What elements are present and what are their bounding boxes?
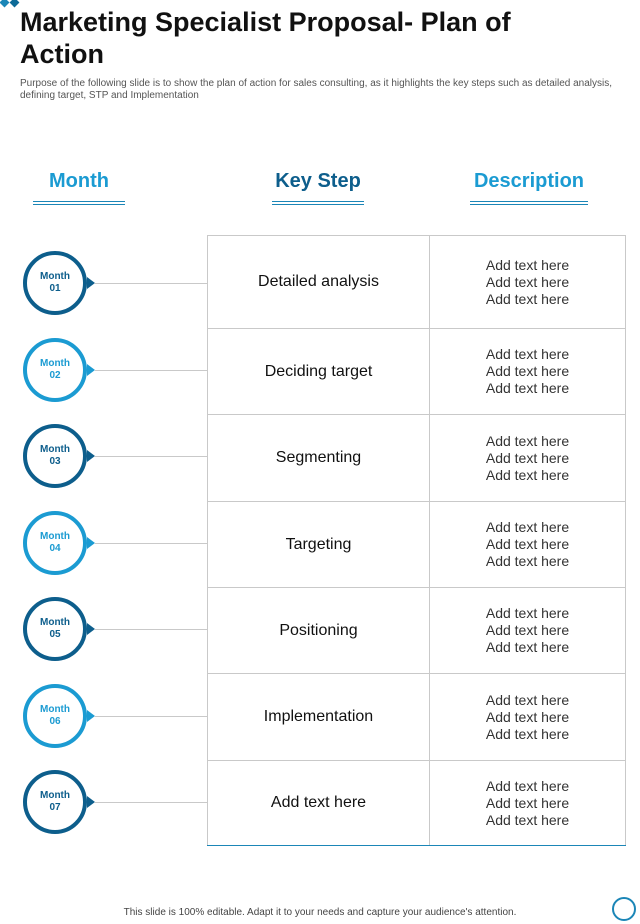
description-line: Add text here <box>485 466 570 483</box>
corner-circle-decoration <box>612 897 636 921</box>
description-cell <box>430 415 625 501</box>
description-header-underline <box>470 201 588 205</box>
description-line: Add text here <box>485 432 570 449</box>
description-cell <box>430 674 625 760</box>
description-line: Add text here <box>485 449 570 466</box>
description-column-header <box>470 170 588 205</box>
plan-table <box>207 235 626 846</box>
table-row <box>207 587 626 673</box>
description-line: Add text here <box>485 273 570 290</box>
description-line: Add text here <box>485 691 570 708</box>
pointer-arrow <box>87 796 95 808</box>
pointer-arrow <box>87 277 95 289</box>
month-number: 01 <box>49 283 61 294</box>
month-marker-07 <box>23 770 103 834</box>
connector-line <box>95 716 207 717</box>
month-word: Month <box>40 531 70 542</box>
description-line: Add text here <box>485 519 570 535</box>
page-subtitle: Purpose of the following slide is to show the plan of action for sales consulting, as it highlights the key steps such as detailed analysis, defining target, STP and Implementation <box>20 78 613 101</box>
pointer-arrow <box>87 364 95 376</box>
month-marker-05 <box>23 597 103 661</box>
connector-line <box>95 283 207 284</box>
month-circle <box>23 424 87 488</box>
table-row <box>207 328 626 414</box>
pointer-arrow <box>87 623 95 635</box>
key-step-cell: Deciding target <box>208 329 430 414</box>
key-step-cell: Detailed analysis <box>208 236 430 328</box>
month-number: 06 <box>49 716 61 727</box>
key-step-cell: Add text here <box>208 761 430 845</box>
table-row <box>207 673 626 760</box>
connector-line <box>95 802 207 803</box>
table-row <box>207 236 626 328</box>
description-header-label: Description <box>473 170 585 192</box>
month-number: 03 <box>49 456 61 467</box>
month-word: Month <box>40 790 70 801</box>
connector-line <box>95 629 207 630</box>
table-row <box>207 501 626 587</box>
month-circle <box>23 511 87 575</box>
month-circle <box>23 770 87 834</box>
month-marker-04 <box>23 511 103 575</box>
connector-line <box>95 370 207 371</box>
description-line: Add text here <box>485 794 570 811</box>
description-cell <box>430 761 625 845</box>
description-line: Add text here <box>485 811 570 828</box>
description-line: Add text here <box>485 639 570 655</box>
month-circle <box>23 251 87 315</box>
key-step-header-underline <box>272 201 364 205</box>
description-line: Add text here <box>485 290 570 307</box>
connector-line <box>95 543 207 544</box>
month-circle <box>23 597 87 661</box>
table-row <box>207 760 626 845</box>
month-marker-01 <box>23 251 103 315</box>
key-step-cell: Positioning <box>208 588 430 673</box>
month-word: Month <box>40 444 70 455</box>
month-number: 04 <box>49 543 61 554</box>
description-cell <box>430 236 625 328</box>
month-word: Month <box>40 271 70 282</box>
month-marker-06 <box>23 684 103 748</box>
description-line: Add text here <box>485 380 570 396</box>
description-line: Add text here <box>485 346 570 362</box>
month-number: 07 <box>49 802 61 813</box>
description-cell <box>430 588 625 673</box>
description-line: Add text here <box>485 622 570 638</box>
month-circle <box>23 338 87 402</box>
month-header-label: Month <box>49 170 109 192</box>
description-line: Add text here <box>485 256 570 273</box>
page-title: Marketing Specialist Proposal- Plan of Action <box>20 7 511 69</box>
month-marker-02 <box>23 338 103 402</box>
month-circle <box>23 684 87 748</box>
description-line: Add text here <box>485 536 570 552</box>
month-column-header <box>33 170 125 205</box>
footer-note: This slide is 100% editable. Adapt it to your needs and capture your audience's attention. <box>123 907 517 918</box>
month-number: 05 <box>49 629 61 640</box>
description-cell <box>430 502 625 587</box>
pointer-arrow <box>87 450 95 462</box>
table-row <box>207 414 626 501</box>
description-line: Add text here <box>485 553 570 569</box>
month-header-underline <box>33 201 125 205</box>
key-step-header-label: Key Step <box>275 170 361 192</box>
pointer-arrow <box>87 537 95 549</box>
description-cell <box>430 329 625 414</box>
month-number: 02 <box>49 370 61 381</box>
pointer-arrow <box>87 710 95 722</box>
key-step-cell: Segmenting <box>208 415 430 501</box>
month-word: Month <box>40 704 70 715</box>
description-line: Add text here <box>485 708 570 725</box>
month-marker-03 <box>23 424 103 488</box>
month-word: Month <box>40 358 70 369</box>
key-step-column-header <box>272 170 364 205</box>
key-step-cell: Implementation <box>208 674 430 760</box>
description-line: Add text here <box>485 605 570 621</box>
connector-line <box>95 456 207 457</box>
month-word: Month <box>40 617 70 628</box>
description-line: Add text here <box>485 363 570 379</box>
key-step-cell: Targeting <box>208 502 430 587</box>
description-line: Add text here <box>485 777 570 794</box>
description-line: Add text here <box>485 725 570 742</box>
